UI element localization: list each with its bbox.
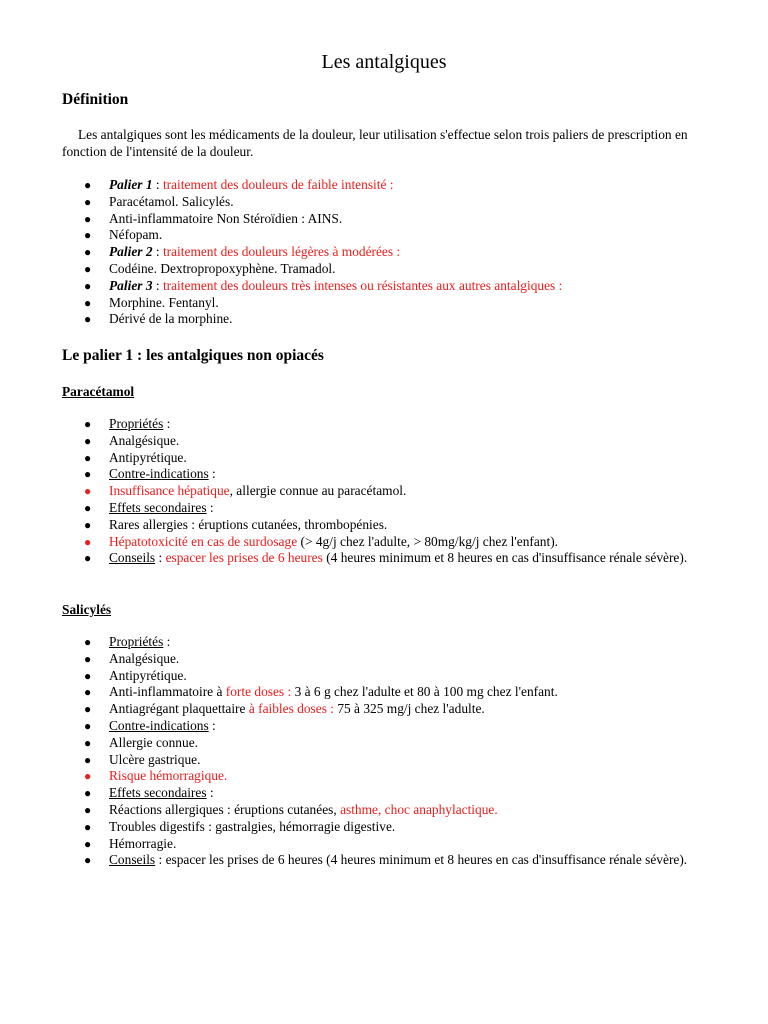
bullet-icon: ● xyxy=(84,500,92,515)
bullet-icon: ● xyxy=(84,312,92,327)
list-item: ● Ulcère gastrique. xyxy=(84,751,201,767)
list-item: ● Réactions allergiques : éruptions cutanées, asthme, choc anaphylactique. xyxy=(84,801,498,817)
list-item: ● Insuffisance hépatique, allergie connue au paracétamol. xyxy=(84,483,407,499)
bullet-icon: ● xyxy=(84,702,92,717)
bullet-icon: ● xyxy=(84,467,92,482)
list-item-conseils: ● Conseils : espacer les prises de 6 heures (4 heures minimum et 8 heures en cas d'insuffisance rénale sévère). xyxy=(84,852,688,868)
paliers-list xyxy=(62,177,702,328)
list-item-palier-2: ● Palier 2 : traitement des douleurs légères à modérées : xyxy=(84,244,401,260)
bullet-icon: ● xyxy=(84,769,92,784)
list-item: ● Antipyrétique. xyxy=(84,667,187,683)
bullet-icon: ● xyxy=(84,484,92,499)
bullet-icon: ● xyxy=(84,278,92,293)
bullet-icon: ● xyxy=(84,211,92,226)
list-item: ● Hémorragie. xyxy=(84,835,177,851)
bullet-icon: ● xyxy=(84,228,92,243)
list-item: ● Anti-inflammatoire Non Stéroïdien : AINS. xyxy=(84,210,343,226)
bullet-icon: ● xyxy=(84,718,92,733)
list-item-palier-3: ● Palier 3 : traitement des douleurs très intenses ou résistantes aux autres antalgiques : xyxy=(84,277,563,293)
bullet-icon: ● xyxy=(84,752,92,767)
list-item: ● Dérivé de la morphine. xyxy=(84,311,233,327)
bullet-icon: ● xyxy=(84,433,92,448)
bullet-icon: ● xyxy=(84,685,92,700)
list-item-effets-secondaires: ● Effets secondaires : xyxy=(84,785,214,801)
bullet-icon: ● xyxy=(84,668,92,683)
list-item-conseils: ● Conseils : espacer les prises de 6 heures (4 heures minimum et 8 heures en cas d'insuffisance rénale sévère). xyxy=(84,550,688,566)
list-item-proprietes: ● Propriétés : xyxy=(84,416,171,431)
bullet-icon: ● xyxy=(84,786,92,801)
list-item: ● Paracétamol. Salicylés. xyxy=(84,193,234,209)
bullet-icon: ● xyxy=(84,178,92,192)
bullet-icon: ● xyxy=(84,651,92,666)
bullet-icon: ● xyxy=(84,802,92,817)
definition-heading: Définition xyxy=(62,91,129,108)
list-item: ● Morphine. Fentanyl. xyxy=(84,294,219,310)
list-item-effets-secondaires: ● Effets secondaires : xyxy=(84,499,214,515)
list-item: ● Hépatotoxicité en cas de surdosage (> 4g/j chez l'adulte, > 80mg/kg/j chez l'enfant). xyxy=(84,533,559,549)
bullet-icon: ● xyxy=(84,853,92,868)
list-item-proprietes: ● Propriétés : xyxy=(84,634,171,649)
bullet-icon: ● xyxy=(84,517,92,532)
palier-1-heading: Le palier 1 : les antalgiques non opiacés xyxy=(62,347,324,364)
list-item: ● Risque hémorragique. xyxy=(84,768,228,784)
list-item: ● Codéine. Dextropropoxyphène. Tramadol. xyxy=(84,260,336,276)
list-item-palier-1: ● Palier 1 : traitement des douleurs de faible intensité : xyxy=(84,177,394,192)
list-item: ● Anti-inflammatoire à forte doses : 3 à 6 g chez l'adulte et 80 à 100 mg chez l'enfant. xyxy=(84,684,558,700)
list-item: ● Troubles digestifs : gastralgies, hémorragie digestive. xyxy=(84,818,396,834)
list-item: ● Analgésique. xyxy=(84,432,180,448)
bullet-icon: ● xyxy=(84,735,92,750)
bullet-icon: ● xyxy=(84,819,92,834)
bullet-icon: ● xyxy=(84,245,92,260)
list-item-contre-indications: ● Contre-indications : xyxy=(84,466,216,482)
paracetamol-heading: Paracétamol xyxy=(62,384,135,399)
list-item: ● Néfopam. xyxy=(84,227,163,243)
salicyles-list xyxy=(62,634,702,869)
bullet-icon: ● xyxy=(84,635,92,649)
bullet-icon: ● xyxy=(84,551,92,566)
list-item: ● Antipyrétique. xyxy=(84,449,187,465)
bullet-icon: ● xyxy=(84,450,92,465)
paracetamol-list xyxy=(62,416,702,567)
bullet-icon: ● xyxy=(84,261,92,276)
list-item: ● Analgésique. xyxy=(84,650,180,666)
list-item: ● Rares allergies : éruptions cutanées, thrombopénies. xyxy=(84,516,388,532)
bullet-icon: ● xyxy=(84,534,92,549)
salicyles-heading: Salicylés xyxy=(62,602,112,617)
definition-intro: Les antalgiques sont les médicaments de la douleur, leur utilisation s'effectue selon trois paliers de prescription en fonction de l'intensité de la douleur. xyxy=(62,127,688,159)
bullet-icon: ● xyxy=(84,417,92,431)
list-item: ● Antiagrégant plaquettaire à faibles doses : 75 à 325 mg/j chez l'adulte. xyxy=(84,701,485,717)
bullet-icon: ● xyxy=(84,194,92,209)
document-title: Les antalgiques xyxy=(321,51,447,73)
bullet-icon: ● xyxy=(84,295,92,310)
list-item-contre-indications: ● Contre-indications : xyxy=(84,717,216,733)
list-item: ● Allergie connue. xyxy=(84,734,198,750)
bullet-icon: ● xyxy=(84,836,92,851)
